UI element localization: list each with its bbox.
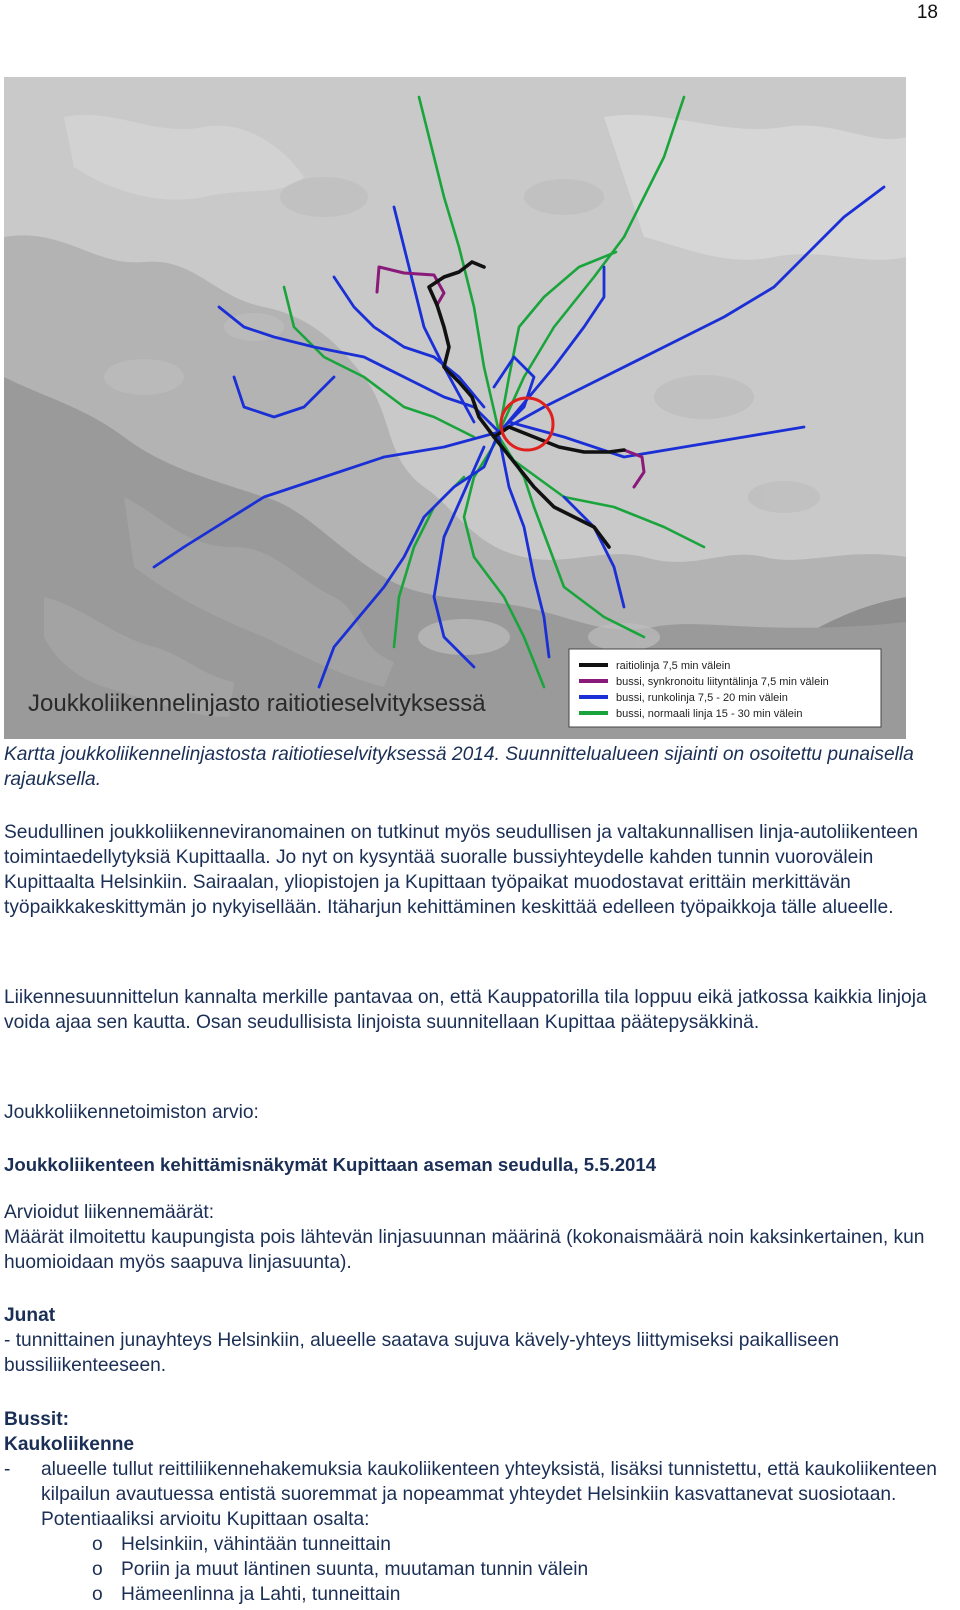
bullet-marker: o xyxy=(92,1559,103,1580)
paragraph-trains xyxy=(4,1303,944,1378)
legend-label-tram: raitiolinja 7,5 min välein xyxy=(616,660,731,672)
list-item-text: Helsinkiin, vähintään tunneittain xyxy=(121,1534,391,1555)
map-legend xyxy=(569,649,881,727)
paragraph-estimated-volumes xyxy=(4,1200,944,1275)
paragraph-office-estimate: Joukkoliikennetoimiston arvio: xyxy=(4,1102,259,1123)
long-distance-heading: Kaukoliikenne xyxy=(4,1434,135,1455)
list-item xyxy=(4,1582,944,1607)
trains-heading: Junat xyxy=(4,1305,56,1326)
paragraph-regional-transit: Seudullinen joukkoliikenneviranomainen on tutkinut myös seudullisen ja valtakunnallisen linja-autoliikenteen toimintaedellytyksiä Kupittaalla. Jo nyt on kysyntää suoralle bussiyhteydelle kahden tunnin vuorovälein Kupittaalta Helsinkiin. Sairaalan, yliopistojen ja Kupittaan työpaikat muodostavat erittäin merkittävän työpaikkakeskittymän jo nykyisellään. Itäharjun kehittäminen keskittää edelleen työpaikkoja tälle alueelle. xyxy=(4,822,919,918)
bullet-marker: o xyxy=(92,1584,103,1605)
long-distance-item xyxy=(4,1457,944,1532)
legend-label-feeder: bussi, synkronoitu liityntälinja 7,5 min välein xyxy=(616,676,829,688)
trains-body: - tunnittainen junayhteys Helsinkiin, alueelle saatava sujuva kävely-yhteys liittymiseksi paikalliseen bussiliikenteeseen. xyxy=(4,1330,840,1376)
legend-label-normal: bussi, normaali linja 15 - 30 min välein xyxy=(616,708,803,720)
list-item xyxy=(4,1557,944,1582)
estimated-volumes-heading: Arvioidut liikennemäärät: xyxy=(4,1202,215,1223)
section-heading: Joukkoliikenteen kehittämisnäkymät Kupittaan aseman seudulla, 5.5.2014 xyxy=(4,1154,657,1175)
legend-label-trunk: bussi, runkolinja 7,5 - 20 min välein xyxy=(616,692,788,704)
paragraph-buses xyxy=(4,1407,944,1607)
list-item-text: Hämeenlinna ja Lahti, tunneittain xyxy=(121,1584,401,1605)
bullet-marker: o xyxy=(92,1534,103,1555)
list-item-text: Poriin ja muut läntinen suunta, muutaman tunnin välein xyxy=(121,1559,589,1580)
estimated-volumes-body: Määrät ilmoitettu kaupungista pois lähtevän linjasuunnan määrinä (kokonaismäärä noin kaksinkertainen, kun huomioidaan myös saapuva linjasuunta). xyxy=(4,1227,925,1273)
dash-marker: - xyxy=(4,1459,11,1480)
paragraph-traffic-planning: Liikennesuunnittelun kannalta merkille pantavaa on, että Kauppatorilla tila loppuu eikä jatkossa kaikkia linjoja voida ajaa sen kautta. Osan seudullisista linjoista suunnitellaan Kupittaa päätepysäkkinä. xyxy=(4,987,927,1033)
figure-caption: Kartta joukkoliikennelinjastosta raitiotieselvityksessä 2014. Suunnittelualueen sijainti on osoitettu punaisella rajauksella. xyxy=(4,744,914,790)
list-item xyxy=(4,1532,944,1557)
page-number: 18 xyxy=(916,2,938,23)
long-distance-text: alueelle tullut reittiliikennehakemuksia kaukoliikenteen yhteyksistä, lisäksi tunnistettu, että kaukoliikenteen kilpailun avautuessa entistä suoremmat ja nopeammat yhteydet Helsinkiin kasvattanevat suosiotaan. Potentiaaliksi arvioitu Kupittaan osalta: xyxy=(41,1459,937,1530)
buses-heading: Bussit: xyxy=(4,1409,70,1430)
transit-map xyxy=(4,77,906,739)
destination-list xyxy=(4,1532,944,1607)
map-title: Joukkoliikennelinjasto raitiotieselvityksessä xyxy=(28,690,486,717)
transit-map-image xyxy=(4,77,906,739)
